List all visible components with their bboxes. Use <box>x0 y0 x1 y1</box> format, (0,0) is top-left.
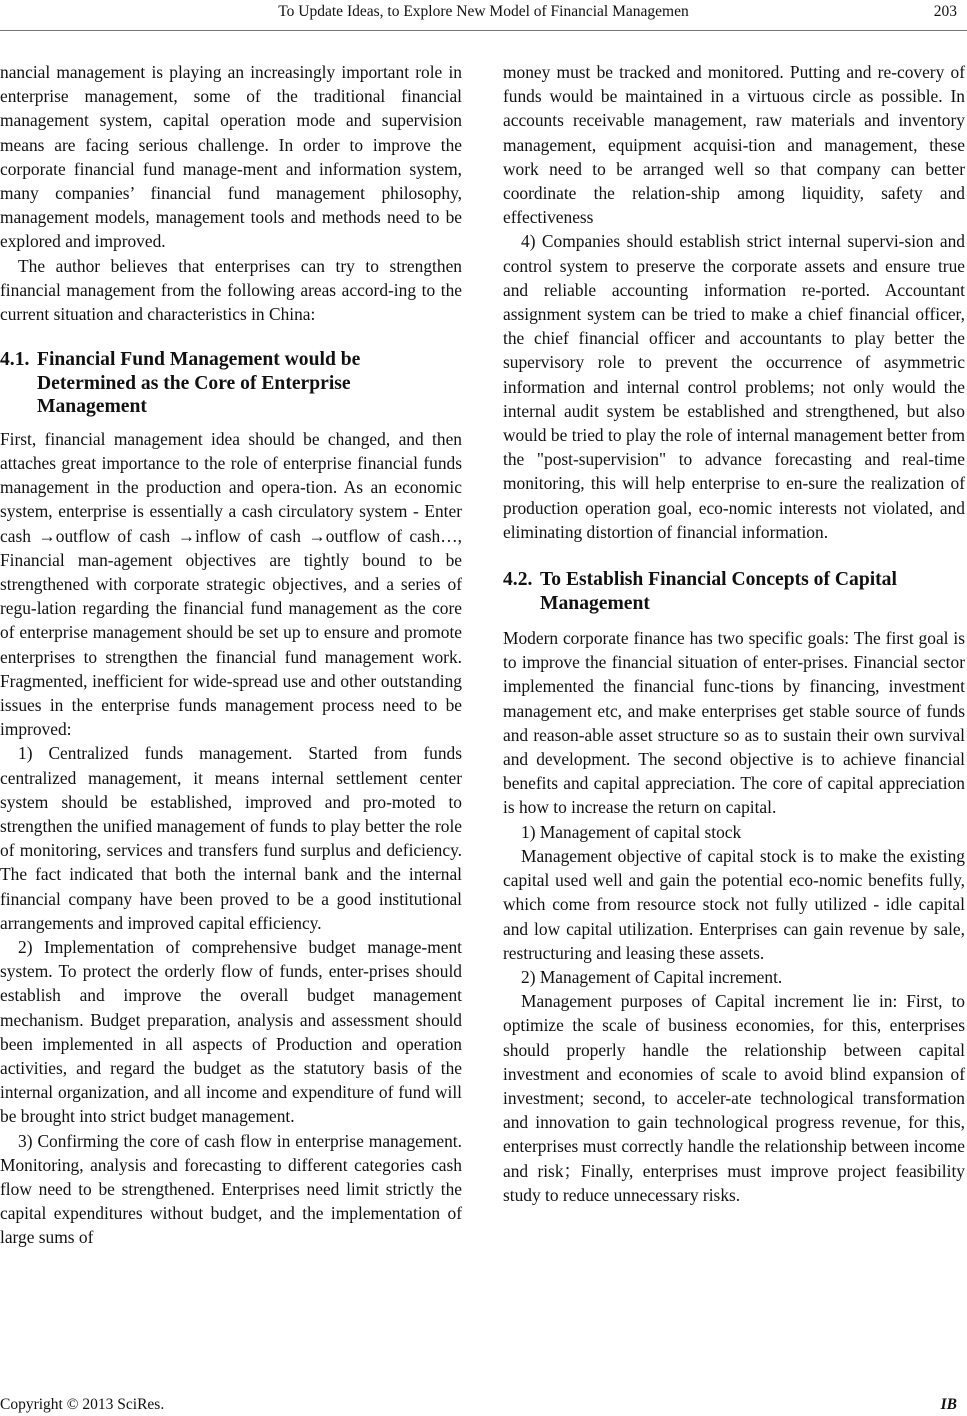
paragraph-capital-increment: Management purposes of Capital increment lie in: First, to optimize the scale of business economies, for this, enterprises should properly handle the relationship between capital investment and economies of scale to avoid blind expansion of investment; second, to acceler-ate technological transformation and innovation to gain technological progress revenue, for this, enterprises must correctly handle the relationship between income and risk；Finally, enterprises must improve project feasibility study to reduce unnecessary risks. <box>503 991 965 1205</box>
section-title: Financial Fund Management would be Determined as the Core of Enterprise Management <box>37 349 361 418</box>
section-title: To Establish Financial Concepts of Capital Management <box>540 569 897 614</box>
section-heading-4-1 <box>0 348 462 419</box>
section-heading-4-2 <box>503 568 965 615</box>
paragraph-section-4-2-intro: Modern corporate finance has two specific goals: The first goal is to improve the financial situation of enter-prises. Financial sector implemented the financial func-tions by financing, investment management etc, and make enterprises get stable source of funds and reason-able asset structure so as to sustain their own survival and development. The second objective is to achieve financial benefits and capital appreciation. The core of capital appreciation is how to increase the return on capital. <box>503 628 965 818</box>
running-header <box>0 0 967 31</box>
running-title: To Update Ideas, to Explore New Model of Financial Managemen <box>278 3 689 20</box>
section-number: 4.1. <box>0 349 30 371</box>
page-number: 203 <box>933 3 957 20</box>
paragraph-centralized-funds: 1) Centralized funds management. Started from funds centralized management, it means internal settlement center system should be established, improved and pro-moted to strengthen the unified management of funds to play better the role of monitoring, services and transfers fund surplus and deficiency. The fact indicated that both the internal bank and the internal financial company have been proved to be a good institutional arrangements and improved capital efficiency. <box>0 743 462 933</box>
paragraph-budget-system: 2) Implementation of comprehensive budget manage-ment system. To protect the orderly flow of funds, enter-prises should establish and improve the overall budget management mechanism. Budget preparation, analysis and assessment should been implemented in all aspects of Production and operation activities, and regard the budget as the statutory basis of the internal organization, and all income and expenditure of fund will be brought into strict budget management. <box>0 937 462 1127</box>
paragraph-cash-flow: 3) Confirming the core of cash flow in enterprise management. Monitoring, analysis and forecasting to different categories cash flow need to be strengthened. Enterprises need limit strictly the capital expenditures without budget, and the implementation of large sums of <box>0 1130 462 1248</box>
paragraph-continued: nancial management is playing an increasingly important role in enterprise management, some of the traditional financial management system, capital operation mode and supervision means are facing serious challenge. In order to improve the corporate financial fund manage-ment and information system, many companies’ financial fund management philosophy, management models, management tools and methods need to be explored and improved. <box>0 62 462 252</box>
subheading-capital-increment: 2) Management of Capital increment. <box>521 966 783 987</box>
section-number: 4.2. <box>503 569 533 591</box>
paragraph-author-belief: The author believes that enterprises can try to strengthen financial management from the following areas accord-ing to the current situation and characteristics in China: <box>0 255 462 325</box>
paragraph-section-4-1-intro: First, financial management idea should be changed, and then attaches great importance to the role of enterprise financial funds management in the production and opera-tion. As an economic system, enterprise is essentially a cash circulatory system - Enter cash →outflow of cash →inflow of cash →outflow of cash…, Financial man-agement objectives are tightly bound to be strengthened with corporate strategic objectives, and a series of regu-lation regarding the financial fund management as the core of enterprise management should be set up to ensure and promote enterprises to strengthen the financial fund management work. Fragmented, inefficient for wide-spread use and other outstanding issues in the enterprise funds management process need to be improved: <box>0 428 462 740</box>
journal-abbreviation: IB <box>940 1396 957 1413</box>
paragraph-internal-supervision: 4) Companies should establish strict internal supervi-sion and control system to preserve the corporate assets and ensure true and reliable accounting information re-ported. Accountant assignment system can be tried to make a chief financial officer, the chief financial officer and accountants to play better the supervisory role to prevent the occurrence of asymmetric information and internal control problems; not only would the internal audit system be established and strengthened, but also would be tried to play the role of internal management better from the "post-supervision" to advance forecasting and real-time monitoring, this will help enterprise to en-sure the realization of production operation goal, eco-nomic interests not violated, and eliminating distortion of financial information. <box>503 231 965 542</box>
subheading-capital-stock: 1) Management of capital stock <box>521 821 742 842</box>
copyright-notice: Copyright © 2013 SciRes. <box>0 1396 165 1413</box>
paragraph-capital-stock: Management objective of capital stock is to make the existing capital used well and gain the potential eco-nomic benefits fully, which come from resource stock not fully utilized - idle capital and low capital utilization. Enterprises can gain revenue by sale, restructuring and leasing these assets. <box>503 845 965 963</box>
left-column <box>0 60 462 1250</box>
right-column <box>503 60 965 1207</box>
paragraph-continued-right: money must be tracked and monitored. Putting and re-covery of funds would be maintained in a virtuous circle as possible. In accounts receivable management, raw materials and inventory management, equipment acquisi-tion and management, these work need to be arranged well so that company can better coordinate the relation-ship among liquidity, safety and effectiveness <box>503 62 965 228</box>
